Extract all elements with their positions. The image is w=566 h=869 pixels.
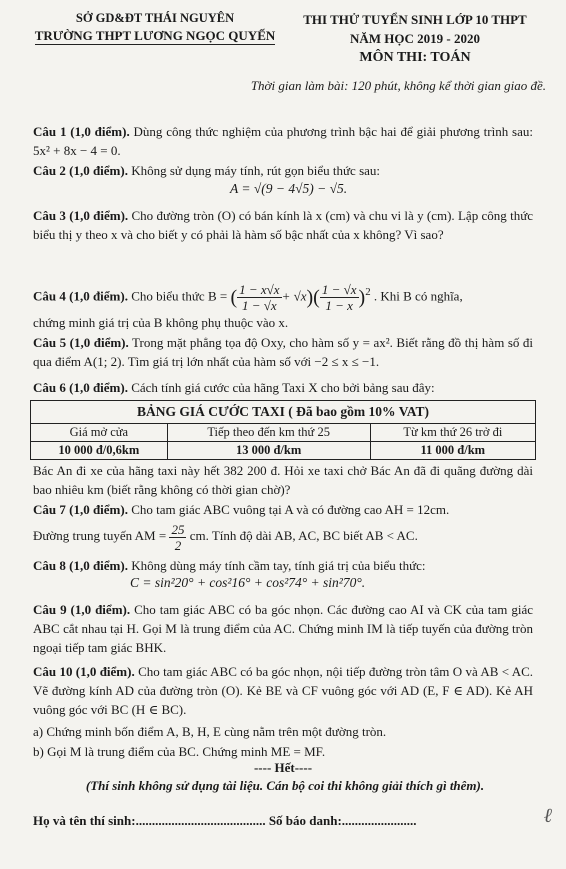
question-3: [33, 206, 533, 244]
question-4-plus: + √x: [281, 288, 307, 304]
question-9-text: Cho tam giác ABC có ba góc nhọn. Các đường cao AI và CK của tam giác ABC cắt nhau tại H. Gọi M là trung điểm của AC. Chứng minh IM là tiếp tuyến của đường tròn ngoại tiếp tam giác BHK.: [33, 602, 534, 655]
taxi-table-header: Từ km thứ 26 trở đi: [370, 424, 535, 442]
department-name: SỞ GD&ĐT THÁI NGUYÊN: [75, 11, 235, 25]
taxi-table-header: Giá mở cửa: [31, 424, 168, 442]
question-4-fraction-2: $\frac{1 - √x}{1 - x}$: [321, 281, 357, 313]
question-5: [33, 333, 533, 371]
question-2-label: Câu 2 (1,0 điểm).: [33, 163, 128, 178]
question-4-line-2: chứng minh giá trị của B không phụ thuộc vào x.: [33, 315, 289, 330]
question-7-fraction: $\frac{25}{2}$: [171, 521, 185, 553]
question-6: [33, 378, 533, 397]
exam-title: THI THỬ TUYỂN SINH LỚP 10 THPT: [303, 12, 527, 27]
question-2: [33, 161, 533, 180]
question-7-median-text: Đường trung tuyến AM =: [33, 528, 167, 543]
taxi-fare-table: [30, 400, 536, 460]
taxi-table-header: Tiếp theo đến km thứ 25: [167, 424, 370, 442]
taxi-table-cell: 10 000 đ/0,6km: [31, 442, 168, 460]
handwritten-mark: ℓ: [543, 805, 552, 827]
question-8-text: Không dùng máy tính cầm tay, tính giá trị của biểu thức:: [131, 558, 426, 573]
question-1-label: Câu 1 (1,0 điểm).: [33, 124, 130, 139]
school-year: NĂM HỌC 2019 - 2020: [350, 31, 480, 46]
exam-header: [285, 10, 545, 67]
question-4-label: Câu 4 (1,0 điểm).: [33, 288, 128, 304]
school-name: TRƯỜNG THPT LƯƠNG NGỌC QUYẾN: [34, 28, 276, 43]
question-8: [33, 556, 533, 575]
question-2-text: Không sử dụng máy tính, rút gọn biểu thức sau:: [131, 163, 381, 178]
taxi-table-cell: 11 000 đ/km: [370, 442, 535, 460]
taxi-table-cell: 13 000 đ/km: [167, 442, 370, 460]
question-8-formula: C = sin²20° + cos²16° + cos²74° + sin²70°.: [130, 575, 366, 590]
exam-note: (Thí sinh không sử dụng tài liệu. Cán bộ coi thi không giải thích gì thêm).: [85, 778, 485, 793]
question-10-text: Cho tam giác ABC có ba góc nhọn, nội tiếp đường tròn tâm O và AB < AC. Vẽ đường kính AD của đường tròn (O). Kẻ BE và CF vuông góc với AD (E, F ∈ AD). Kẻ AH vuông góc với BC (H ∈ BC).: [33, 664, 534, 717]
question-4-power: 2: [365, 286, 371, 298]
question-9-label: Câu 9 (1,0 điểm).: [33, 602, 131, 617]
question-1: [33, 122, 533, 160]
time-note: Thời gian làm bài: 120 phút, không kể thời gian giao đề.: [250, 78, 546, 93]
taxi-table-title: BẢNG GIÁ CƯỚC TAXI ( Đã bao gồm 10% VAT): [31, 401, 536, 424]
subject: MÔN THI: TOÁN: [359, 50, 471, 65]
question-6-label: Câu 6 (1,0 điểm).: [33, 380, 128, 395]
question-4: Câu 4 (1,0 điểm). Cho biểu thức B = ( $\frac{1 - x√x}{1 - √x}$ + √x)( $\frac{1 - √x}{1 - x}$ )$^2$ . Khi B có nghĩa,: [33, 281, 463, 313]
question-4-fraction-1: $\frac{1 - x√x}{1 - √x}$: [239, 281, 280, 313]
question-10-part-b: b) Gọi M là trung điểm của BC. Chứng minh ME = MF.: [33, 744, 326, 759]
question-3-label: Câu 3 (1,0 điểm).: [33, 208, 129, 223]
question-7-label: Câu 7 (1,0 điểm).: [33, 502, 128, 517]
question-10-part-a: a) Chứng minh bốn điểm A, B, H, E cùng nằm trên một đường tròn.: [33, 724, 387, 739]
question-8-label: Câu 8 (1,0 điểm).: [33, 558, 128, 573]
question-6-continuation: Bác An đi xe của hãng taxi này hết 382 200 đ. Hỏi xe taxi chở Bác An đã đi quãng đường dài bao nhiêu km (biết rằng không có thời gian chờ)?: [33, 463, 533, 497]
question-9: [33, 600, 533, 657]
question-4-text-after: . Khi B có nghĩa,: [373, 288, 463, 304]
school-header: [20, 10, 290, 45]
candidate-info-line: Họ và tên thí sinh:........................................ Số báo danh:.......................: [33, 813, 417, 828]
question-4-text-before: Cho biểu thức B =: [131, 288, 228, 304]
question-7-text: Cho tam giác ABC vuông tại A và có đường cao AH = 12cm.: [131, 502, 450, 517]
end-marker: ---- Hết----: [253, 760, 313, 775]
question-7-rest: cm. Tính độ dài AB, AC, BC biết AB < AC.: [189, 528, 418, 543]
question-2-formula: A = √(9 − 4√5) − √5.: [230, 181, 348, 196]
question-7: [33, 500, 533, 519]
question-5-label: Câu 5 (1,0 điểm).: [33, 335, 129, 350]
question-10-label: Câu 10 (1,0 điểm).: [33, 664, 135, 679]
question-5-text: Trong mặt phẳng tọa độ Oxy, cho hàm số y = ax². Biết rằng đồ thị hàm số đi qua điểm A(1; 2). Tìm giá trị lớn nhất của hàm số với −2 ≤ x ≤ −1.: [33, 335, 534, 369]
question-6-text: Cách tính giá cước của hãng Taxi X cho bởi bảng sau đây:: [131, 380, 435, 395]
question-3-text: Cho đường tròn (O) có bán kính là x (cm) và chu vi là y (cm). Lập công thức biểu thị y theo x và cho biết y có phải là hàm số bậc nhất của x không? Vì sao?: [33, 208, 534, 242]
question-7-line-2: [33, 518, 533, 554]
question-10: [33, 662, 533, 719]
question-1-text: Dùng công thức nghiệm của phương trình bậc hai để giải phương trình sau: 5x² + 8x − 4 = 0.: [33, 124, 533, 158]
